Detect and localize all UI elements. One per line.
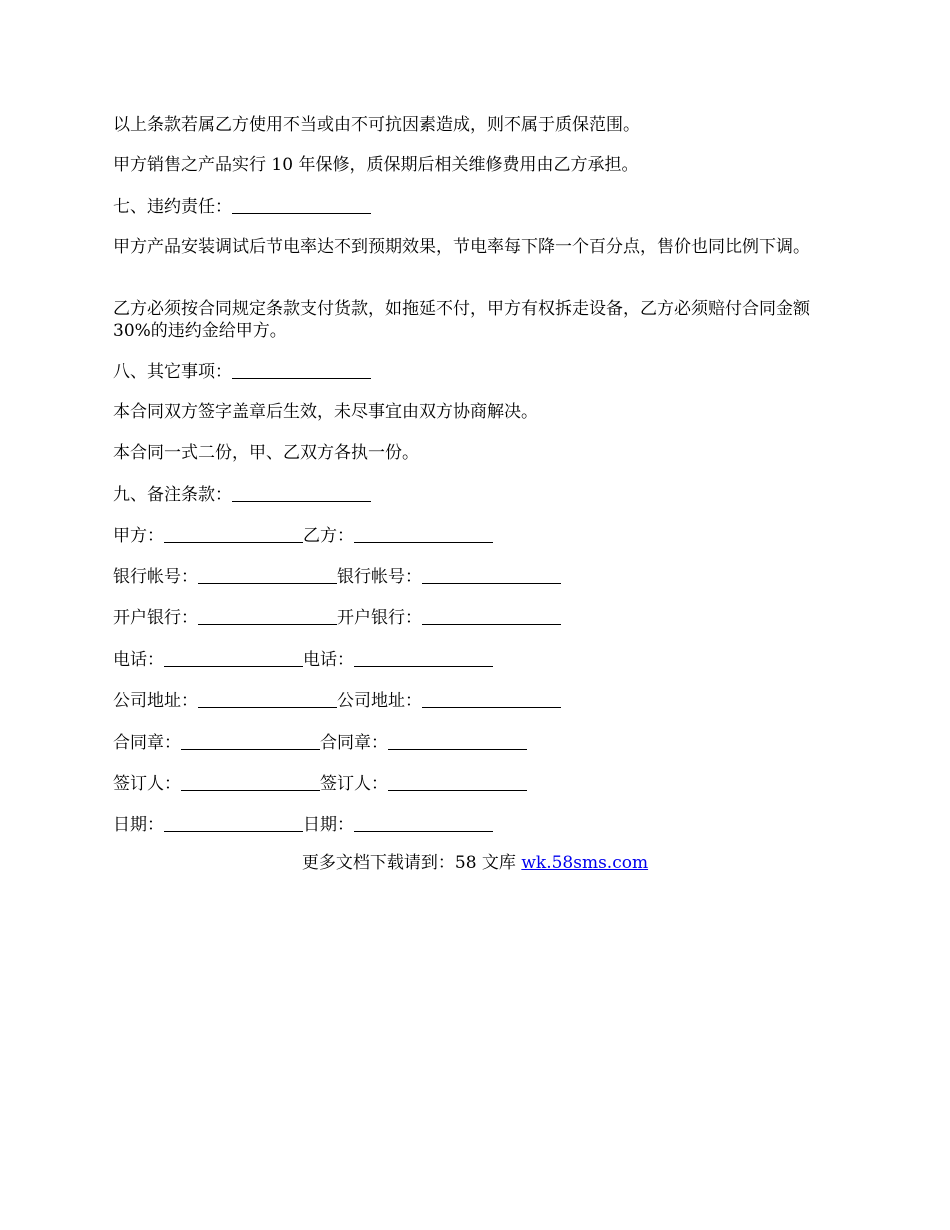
- field-label-right: 日期：: [303, 815, 354, 835]
- field-label-left: 合同章：: [113, 733, 181, 753]
- field-label-right: 合同章：: [320, 733, 388, 753]
- paragraph-energy-saving: 甲方产品安装调试后节电率达不到预期效果，节电率每下降一个百分点，售价也同比例下调。: [113, 237, 810, 257]
- field-label-right: 公司地址：: [337, 691, 422, 711]
- paragraph-effective: 本合同双方签字盖章后生效，未尽事宜由双方协商解决。: [113, 402, 538, 422]
- blank-line: [232, 195, 371, 214]
- blank-line: [198, 606, 337, 625]
- field-row-address: [113, 689, 843, 712]
- field-row-party: [113, 524, 843, 547]
- section-heading: 八、其它事项：: [113, 362, 232, 382]
- field-label-right: 乙方：: [303, 526, 354, 546]
- section-heading: 七、违约责任：: [113, 197, 232, 217]
- footer-link[interactable]: wk.58sms.com: [521, 853, 649, 873]
- blank-line: [388, 772, 527, 791]
- section-heading: 九、备注条款：: [113, 485, 232, 505]
- blank-line: [422, 606, 561, 625]
- blank-line: [232, 483, 371, 502]
- section-other-matters: [113, 360, 843, 383]
- field-label-left: 公司地址：: [113, 691, 198, 711]
- blank-line: [422, 565, 561, 584]
- blank-line: [388, 731, 527, 750]
- field-label-right: 开户银行：: [337, 608, 422, 628]
- paragraph-warranty-exclusion: 以上条款若属乙方使用不当或由不可抗因素造成，则不属于质保范围。: [113, 115, 640, 135]
- field-label-left: 银行帐号：: [113, 567, 198, 587]
- field-row-signer: [113, 772, 843, 795]
- field-label-left: 甲方：: [113, 526, 164, 546]
- field-row-phone: [113, 648, 843, 671]
- blank-line: [164, 648, 303, 667]
- field-label-left: 电话：: [113, 650, 164, 670]
- blank-line: [354, 813, 493, 832]
- section-remarks: [113, 483, 843, 506]
- field-row-bank-account: [113, 565, 843, 588]
- blank-line: [354, 648, 493, 667]
- blank-line: [422, 689, 561, 708]
- field-label-right: 签订人：: [320, 774, 388, 794]
- field-row-seal: [113, 731, 843, 754]
- paragraph-copies: 本合同一式二份，甲、乙双方各执一份。: [113, 443, 419, 463]
- field-row-date: [113, 813, 843, 836]
- field-label-left: 签订人：: [113, 774, 181, 794]
- blank-line: [232, 360, 371, 379]
- blank-line: [164, 813, 303, 832]
- blank-line: [198, 565, 337, 584]
- footer: [0, 852, 950, 874]
- field-label-left: 开户银行：: [113, 608, 198, 628]
- blank-line: [164, 524, 303, 543]
- field-label-left: 日期：: [113, 815, 164, 835]
- blank-line: [181, 772, 320, 791]
- blank-line: [198, 689, 337, 708]
- blank-line: [354, 524, 493, 543]
- field-row-bank: [113, 606, 843, 629]
- blank-line: [181, 731, 320, 750]
- footer-text: 更多文档下载请到：58 文库: [301, 853, 522, 873]
- field-label-right: 电话：: [303, 650, 354, 670]
- field-label-right: 银行帐号：: [337, 567, 422, 587]
- paragraph-payment-penalty: 乙方必须按合同规定条款支付货款，如拖延不付，甲方有权拆走设备，乙方必须赔付合同金额 30%的违约金给甲方。: [113, 299, 810, 341]
- paragraph-warranty-term: 甲方销售之产品实行 10 年保修，质保期后相关维修费用由乙方承担。: [113, 155, 639, 175]
- section-breach-liability: [113, 195, 843, 218]
